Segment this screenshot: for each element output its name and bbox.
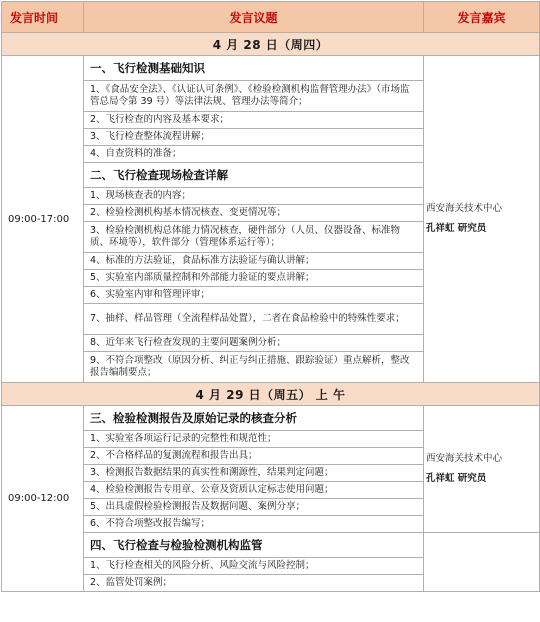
table-header-row [2,2,540,33]
header-topic: 发言议题 [84,2,424,33]
agenda-item: 2、飞行检查的内容及基本要求； [84,112,424,129]
section-title: 四、飞行检查与检验检测机构监管 [84,533,424,558]
day2-guest [424,406,540,533]
agenda-item: 8、近年来飞行检查发现的主要问题案例分析； [84,335,424,352]
header-guest: 发言嘉宾 [424,2,540,33]
agenda-item: 5、出具虚假检验检测报告及数据问题、案例分享； [84,499,424,516]
day1-guest [424,56,540,383]
guest-name: 孔祥虹 研究员 [426,223,487,234]
guest-name: 孔祥虹 研究员 [426,473,487,484]
agenda-item: 7、抽样、样品管理（全流程样品处置），二者在食品检验中的特殊性要求； [84,304,424,335]
day1-title: 4 月 28 日（周四） [2,33,540,56]
agenda-item: 1、现场核查表的内容； [84,188,424,205]
day2-title: 4 月 29 日（周五） 上 午 [2,383,540,406]
empty-guest-cell [424,533,540,592]
agenda-item: 1、《食品安全法》、《认证认可条例》、《检验检测机构监督管理办法》（市场监管总局令第 39 号）等法律法规、管理办法等简介； [84,81,424,112]
guest-org: 西安海关技术中心 [426,453,503,464]
day2-time: 09:00-12:00 [2,406,84,592]
section-row [2,406,540,431]
day1-time: 09:00-17:00 [2,56,84,383]
agenda-item: 1、飞行检查相关的风险分析、风险交流与风险控制； [84,558,424,575]
section-title: 二、飞行检查现场检查详解 [84,163,424,188]
agenda-item: 2、检验检测机构基本情况核查、变更情况等； [84,205,424,222]
agenda-item: 5、实验室内部质量控制和外部能力验证的要点讲解； [84,270,424,287]
agenda-item: 3、检验检测机构总体能力情况核查，硬件部分（人员、仪器设备、标准物质、环境等），软件部分（管理体系运行等）； [84,222,424,253]
day-row [2,383,540,406]
section-title: 一、飞行检测基础知识 [84,56,424,81]
guest-org: 西安海关技术中心 [426,203,503,214]
section-row [2,56,540,81]
agenda-item: 2、监管处罚案例； [84,575,424,592]
agenda-item: 9、不符合项整改（原因分析、纠正与纠正措施、跟踪验证）重点解析，整改报告编制要点； [84,352,424,383]
header-time: 发言时间 [2,2,84,33]
agenda-item: 6、实验室内审和管理评审； [84,287,424,304]
section-title: 三、检验检测报告及原始记录的核查分析 [84,406,424,431]
agenda-item: 4、自查资料的准备； [84,146,424,163]
agenda-item: 2、不合格样品的复测流程和报告出具； [84,448,424,465]
agenda-item: 6、不符合项整改报告编写； [84,516,424,533]
agenda-item: 4、标准的方法验证，食品标准方法验证与确认讲解； [84,253,424,270]
agenda-item: 4、检验检测报告专用章、公章及资质认定标志使用问题； [84,482,424,499]
agenda-item: 1、实验室各项运行记录的完整性和规范性； [84,431,424,448]
agenda-item: 3、飞行检查整体流程讲解； [84,129,424,146]
schedule-table [1,1,540,592]
agenda-item: 3、检测报告数据结果的真实性和溯源性，结果判定问题； [84,465,424,482]
day-row [2,33,540,56]
